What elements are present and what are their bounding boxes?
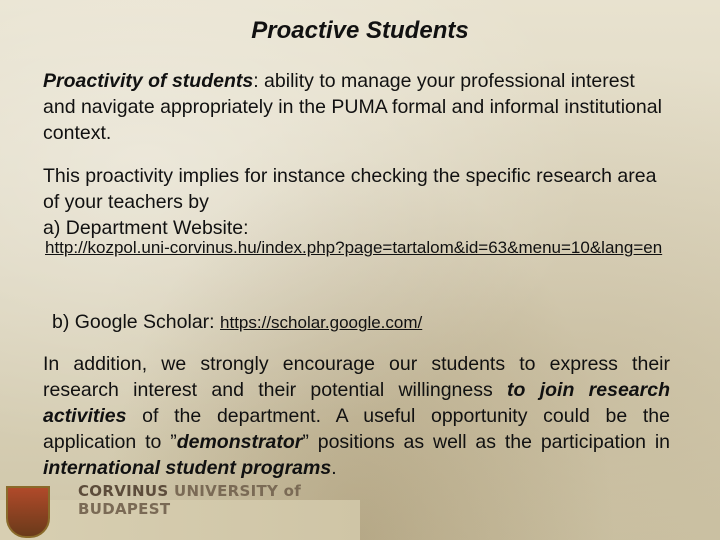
encouragement-text-4: . bbox=[331, 457, 337, 479]
university-footer bbox=[0, 482, 360, 540]
proactivity-paragraph bbox=[43, 163, 670, 241]
demonstrator-emphasis: demonstrator bbox=[176, 431, 303, 453]
encouragement-text-2: of the department. A useful opportunity could be the application to ” bbox=[43, 405, 670, 453]
international-programs-emphasis: international student programs bbox=[43, 457, 332, 479]
encouragement-text-1: In addition, we strongly encourage our students to express their research interest and their potential willingness bbox=[43, 353, 670, 401]
department-website-label: a) Department Website: bbox=[43, 217, 249, 239]
university-logo-text bbox=[78, 482, 360, 518]
encouragement-paragraph bbox=[43, 351, 670, 481]
google-scholar-link[interactable]: https://scholar.google.com/ bbox=[220, 313, 423, 332]
logo-corvinus: CORVINUS bbox=[78, 482, 169, 500]
proactivity-text: This proactivity implies for instance checking the specific research area of your teachers by bbox=[43, 165, 657, 213]
definition-text: : ability to manage your professional interest and navigate appropriately in the PUMA formal and informal institutional context. bbox=[43, 70, 662, 144]
logo-university-of-budapest: UNIVERSITY of BUDAPEST bbox=[78, 482, 302, 518]
definition-paragraph bbox=[43, 68, 670, 146]
definition-term: Proactivity of students bbox=[43, 70, 254, 92]
university-crest-icon bbox=[6, 486, 50, 538]
encouragement-text-3: ” positions as well as the participation in bbox=[302, 431, 671, 453]
google-scholar-line bbox=[52, 309, 670, 336]
department-link-line bbox=[45, 236, 670, 259]
slide-title: Proactive Students bbox=[251, 17, 469, 44]
google-scholar-label: b) Google Scholar: bbox=[52, 311, 221, 333]
department-website-link[interactable]: http://kozpol.uni-corvinus.hu/index.php?page=tartalom&id=63&menu=10&lang=en bbox=[45, 238, 663, 257]
join-research-emphasis: to join research activities bbox=[43, 379, 670, 427]
